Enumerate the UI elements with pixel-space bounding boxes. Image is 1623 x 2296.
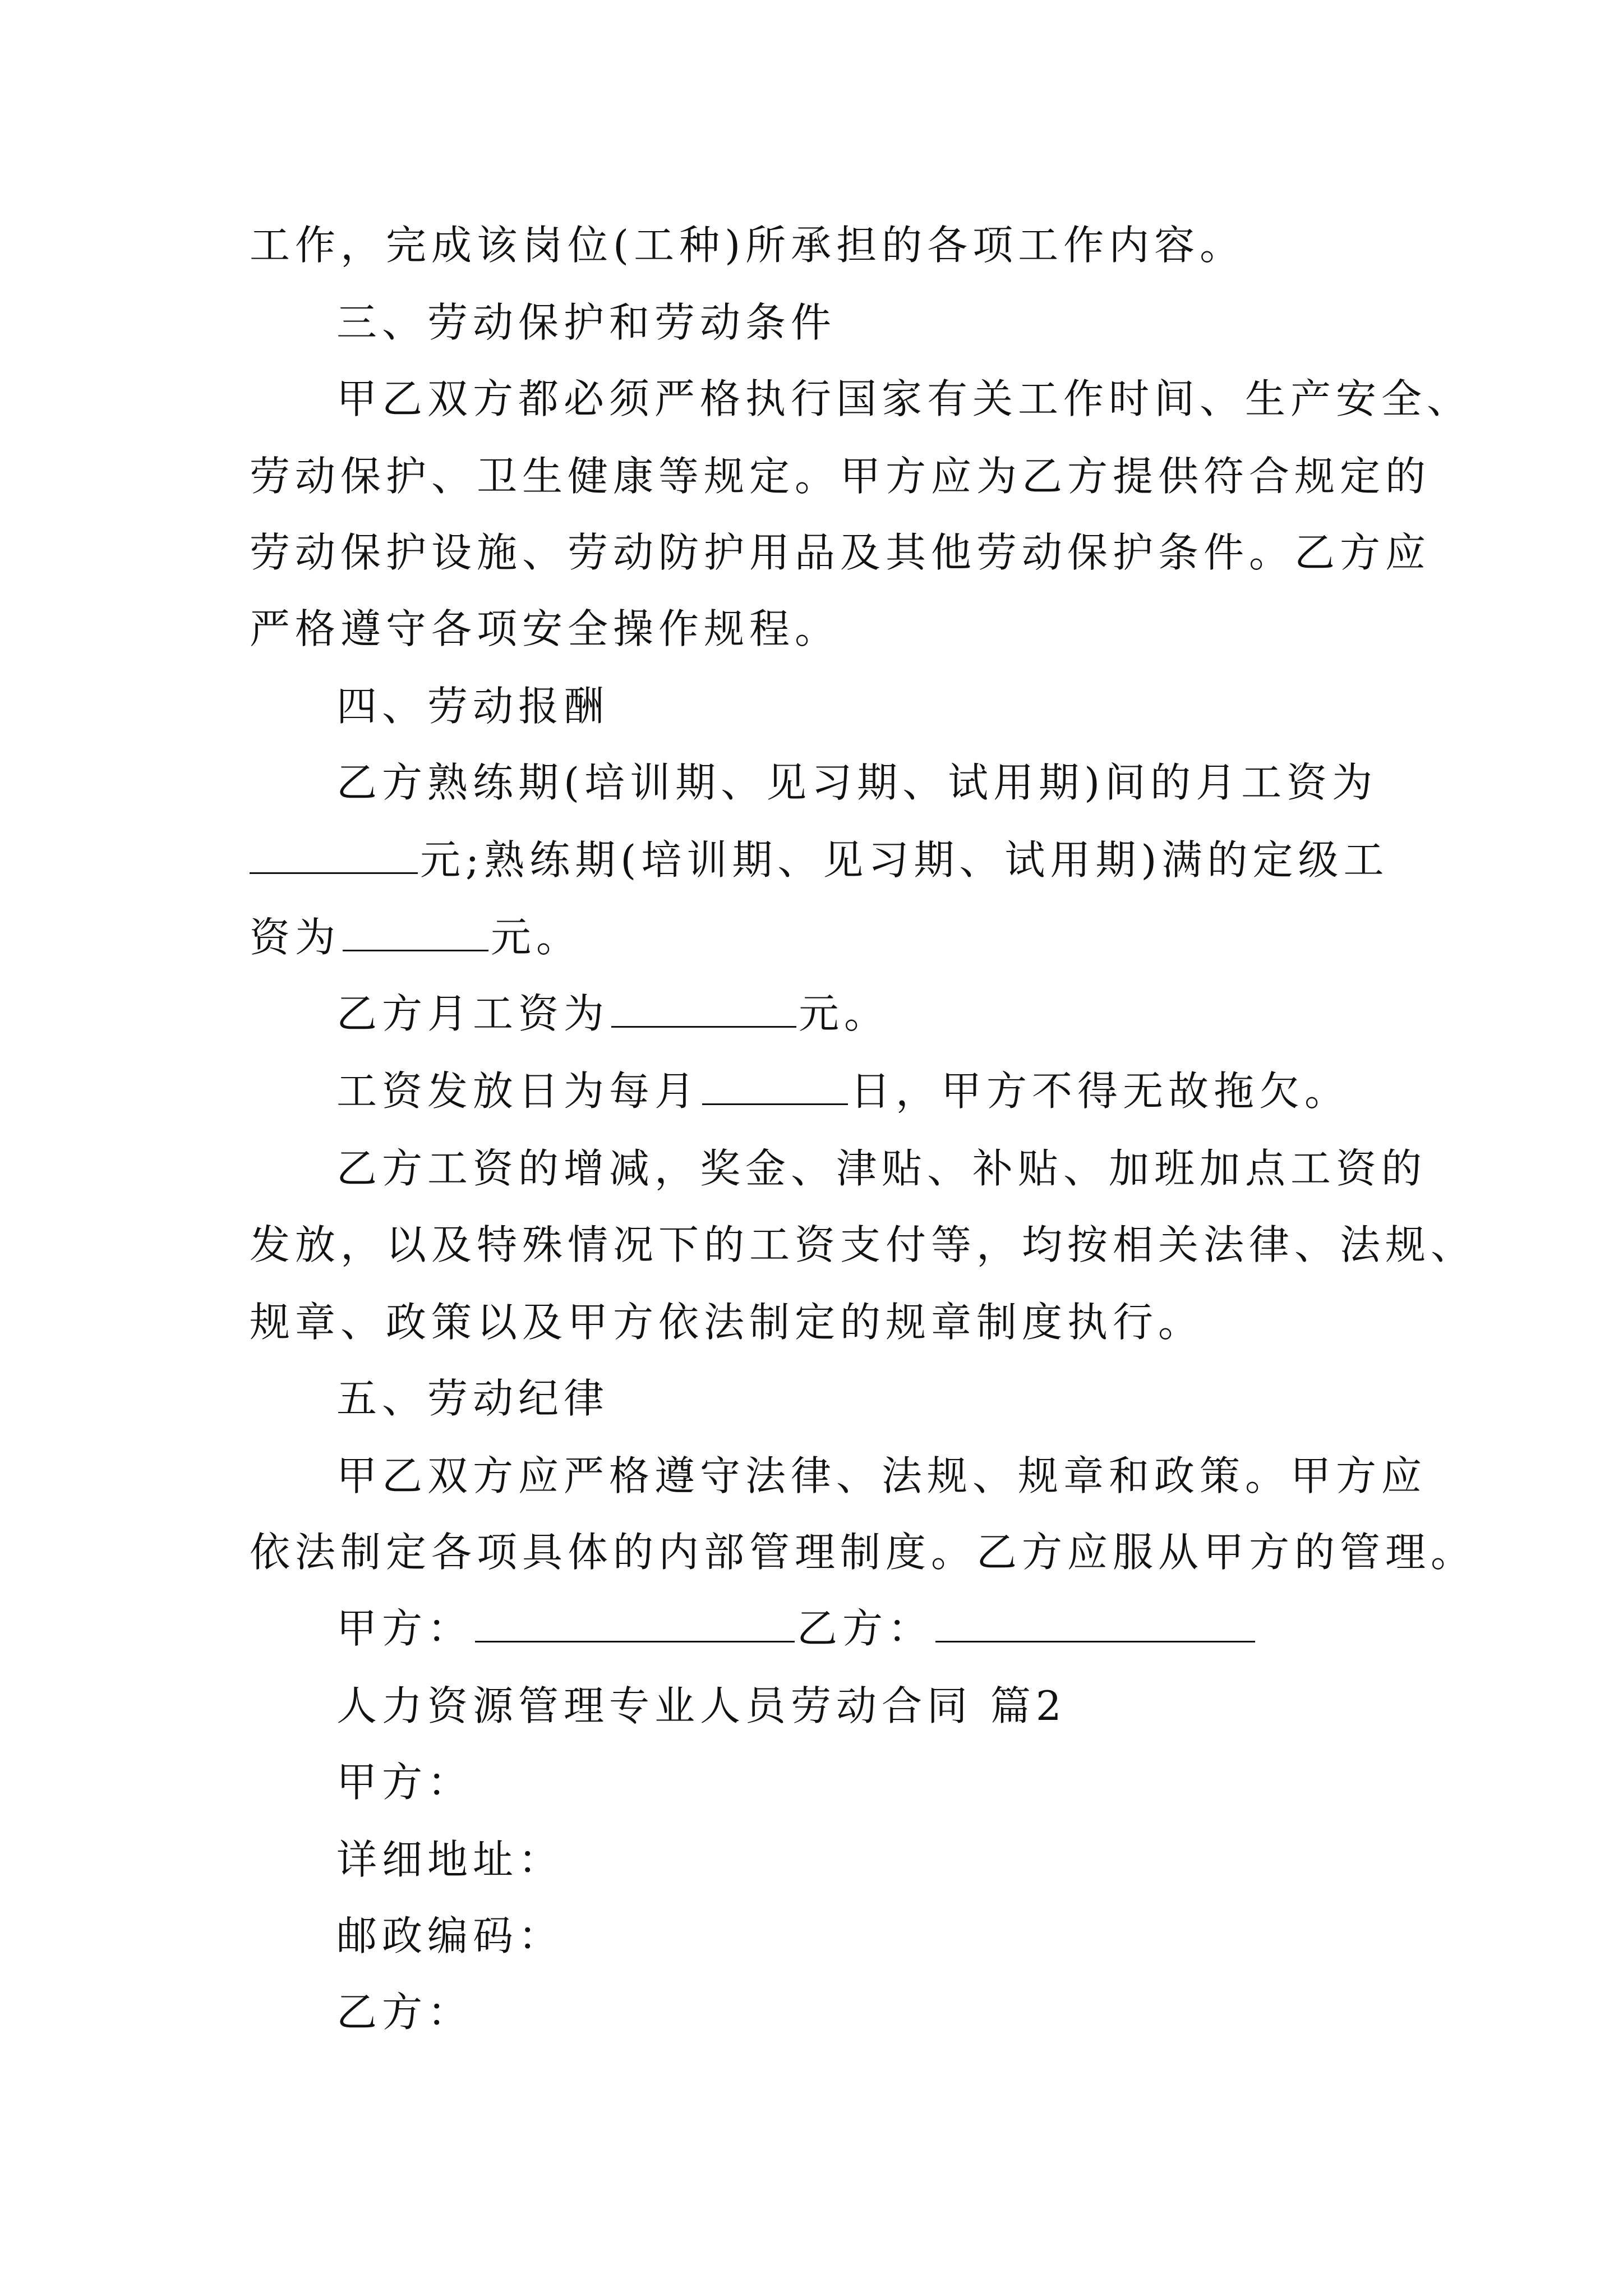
text: 甲方： bbox=[336, 1759, 473, 1806]
paragraph-line bbox=[250, 1527, 1476, 1577]
paragraph-line bbox=[250, 912, 582, 963]
text: 乙方工资的增减，奖金、津贴、补贴、加班加点工资的 bbox=[336, 1145, 1427, 1192]
fill-in-blank bbox=[611, 989, 796, 1028]
text: 工资发放日为每月 bbox=[336, 1068, 700, 1115]
text: 严格遵守各项安全操作规程。 bbox=[250, 605, 841, 652]
paragraph-line bbox=[336, 1066, 1350, 1116]
text: 乙方熟练期(培训期、见习期、试用期)间的月工资为 bbox=[336, 759, 1378, 806]
party-b-signature-blank bbox=[935, 1604, 1255, 1642]
text: 乙方月工资为 bbox=[336, 990, 610, 1037]
text: 发放，以及特殊情况下的工资支付等，均按相关法律、法规、 bbox=[250, 1221, 1477, 1268]
text: 元。 bbox=[491, 914, 582, 961]
text: 四、劳动报酬 bbox=[336, 683, 610, 730]
paragraph-line bbox=[336, 1451, 1427, 1501]
party-b-field bbox=[336, 1987, 473, 2037]
signature-line bbox=[336, 1603, 1257, 1654]
paragraph-line bbox=[336, 757, 1377, 808]
text: 元;熟练期(培训期、见习期、试用期)满的定级工 bbox=[420, 836, 1389, 884]
paragraph-line bbox=[336, 988, 889, 1039]
fill-in-blank bbox=[702, 1066, 848, 1105]
text: 五、劳动纪律 bbox=[336, 1375, 610, 1422]
paragraph-line bbox=[250, 604, 840, 654]
section-heading bbox=[336, 1373, 609, 1424]
paragraph-line bbox=[250, 835, 1389, 885]
paragraph-line bbox=[336, 374, 1472, 424]
text: 资为 bbox=[250, 914, 341, 961]
party-a-label: 甲方： bbox=[336, 1605, 473, 1652]
text: 元。 bbox=[799, 990, 890, 1037]
postal-code-field bbox=[336, 1911, 564, 1961]
paragraph-line bbox=[250, 527, 1431, 578]
paragraph-line bbox=[250, 1220, 1476, 1270]
paragraph-line bbox=[250, 1297, 1204, 1347]
party-b-label: 乙方： bbox=[797, 1605, 934, 1652]
text: 邮政编码： bbox=[336, 1912, 564, 1959]
paragraph-line bbox=[250, 220, 1245, 270]
fill-in-blank bbox=[250, 835, 418, 874]
text: 乙方： bbox=[336, 1989, 473, 2036]
paragraph-line bbox=[250, 451, 1431, 501]
paragraph-line bbox=[336, 1143, 1427, 1194]
text: 工作，完成该岗位(工种)所承担的各项工作内容。 bbox=[250, 222, 1246, 269]
text: 甲乙双方应严格遵守法律、法规、规章和政策。甲方应 bbox=[336, 1452, 1427, 1499]
text: 三、劳动保护和劳动条件 bbox=[336, 299, 837, 346]
address-field bbox=[336, 1834, 564, 1885]
text: 日，甲方不得无故拖欠。 bbox=[850, 1068, 1350, 1115]
text: 详细地址： bbox=[336, 1836, 564, 1883]
text: 劳动保护设施、劳动防护用品及其他劳动保护条件。乙方应 bbox=[250, 529, 1431, 576]
text: 甲乙双方都必须严格执行国家有关工作时间、生产安全、 bbox=[336, 375, 1473, 422]
fill-in-blank bbox=[343, 913, 488, 951]
text: 人力资源管理专业人员劳动合同 篇2 bbox=[336, 1682, 1067, 1729]
contract-title bbox=[336, 1681, 1067, 1731]
text: 规章、政策以及甲方依法制定的规章制度执行。 bbox=[250, 1299, 1204, 1346]
text: 劳动保护、卫生健康等规定。甲方应为乙方提供符合规定的 bbox=[250, 453, 1431, 500]
party-a-signature-blank bbox=[475, 1604, 795, 1642]
section-heading bbox=[336, 681, 609, 731]
section-heading bbox=[336, 297, 836, 348]
text: 依法制定各项具体的内部管理制度。乙方应服从甲方的管理。 bbox=[250, 1529, 1477, 1576]
party-a-field bbox=[336, 1757, 473, 1807]
